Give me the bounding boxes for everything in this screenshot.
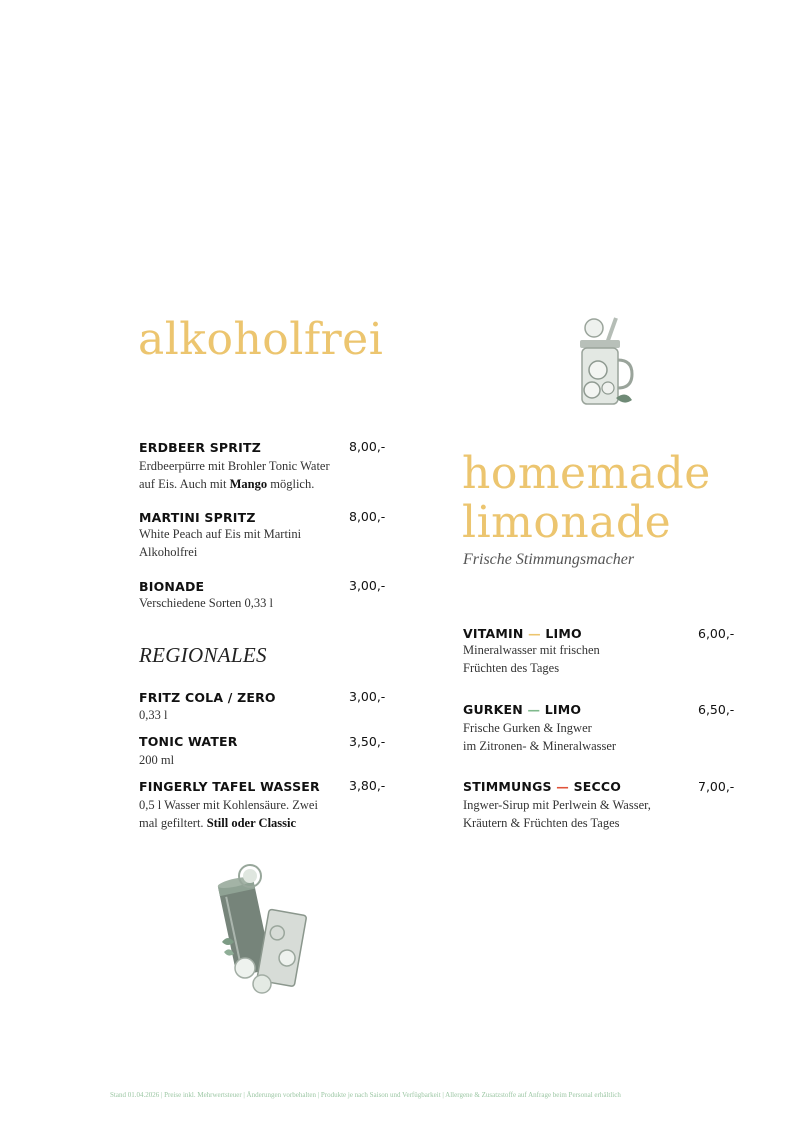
item-price-fingerly-wasser: 3,80,- <box>349 778 386 793</box>
name-part: STIMMUNGS <box>463 779 552 794</box>
item-price-martini-spritz: 8,00,- <box>349 509 386 524</box>
desc-line: White Peach auf Eis mit Martini <box>139 527 302 541</box>
desc-line: Kräutern & Früchten des Tages <box>463 816 620 830</box>
desc-line: Ingwer-Sirup mit Perlwein & Wasser, <box>463 798 651 812</box>
name-dash: — <box>527 702 541 717</box>
desc-text: auf Eis. Auch mit <box>139 477 230 491</box>
item-name-stimmungs-secco <box>463 779 621 794</box>
desc-line: 0,5 l Wasser mit Kohlensäure. Zwei <box>139 798 318 812</box>
desc-bold: Mango <box>229 477 268 491</box>
desc-text: mal gefiltert. <box>139 816 207 830</box>
desc-line <box>139 814 354 832</box>
name-part: VITAMIN <box>463 626 524 641</box>
item-price-erdbeer-spritz: 8,00,- <box>349 439 386 454</box>
item-desc-martini-spritz <box>139 525 354 561</box>
item-price-fritz-cola: 3,00,- <box>349 689 386 704</box>
item-name-fritz-cola: FRITZ COLA / ZERO <box>139 690 276 705</box>
section-title-limonade: limonade <box>462 497 672 548</box>
desc-text: möglich. <box>267 477 315 491</box>
section-title-regionales: REGIONALES <box>139 643 267 667</box>
desc-line: Mineralwasser mit frischen <box>463 643 600 657</box>
item-desc-fritz-cola: 0,33 l <box>139 708 168 722</box>
name-part: GURKEN <box>463 702 523 717</box>
item-desc-stimmungs-secco <box>463 796 651 832</box>
item-price-gurken-limo: 6,50,- <box>698 702 735 717</box>
item-price-tonic-water: 3,50,- <box>349 734 386 749</box>
gin-tonic-glasses-icon <box>212 862 312 997</box>
footer-note: Stand 01.04.2026 | Preise inkl. Mehrwertsteuer | Änderungen vorbehalten | Produkte je nach Saison und Verfügbarkeit | Allergene & Zusatzstoffe auf Anfrage beim Personal erhältlich <box>110 1091 621 1099</box>
item-desc-gurken-limo <box>463 719 616 755</box>
item-desc-fingerly-wasser <box>139 796 354 832</box>
desc-line: Alkoholfrei <box>139 545 198 559</box>
section-title-homemade: homemade <box>462 448 711 499</box>
desc-line: Früchten des Tages <box>463 661 560 675</box>
item-desc-vitamin-limo <box>463 641 600 677</box>
section-subtitle: Frische Stimmungsmacher <box>463 551 635 568</box>
item-desc-tonic-water: 200 ml <box>139 753 175 767</box>
item-price-bionade: 3,00,- <box>349 578 386 593</box>
item-name-gurken-limo <box>463 702 581 717</box>
item-name-martini-spritz: MARTINI SPRITZ <box>139 510 256 525</box>
item-name-tonic-water: TONIC WATER <box>139 734 238 749</box>
item-price-vitamin-limo: 6,00,- <box>698 626 735 641</box>
name-part: LIMO <box>545 626 582 641</box>
item-name-erdbeer-spritz: ERDBEER SPRITZ <box>139 440 261 455</box>
name-dash: — <box>556 779 569 794</box>
item-desc-erdbeer-spritz <box>139 457 354 493</box>
item-name-vitamin-limo <box>463 626 582 641</box>
desc-line: im Zitronen- & Mineralwasser <box>463 739 617 753</box>
desc-bold: Still oder Classic <box>206 816 297 830</box>
desc-line: Erdbeerpürre mit Brohler Tonic Water <box>139 459 330 473</box>
item-name-bionade: BIONADE <box>139 579 205 594</box>
name-part: SECCO <box>573 779 622 794</box>
item-desc-bionade: Verschiedene Sorten 0,33 l <box>139 596 273 610</box>
section-title-alkoholfrei: alkoholfrei <box>138 314 384 365</box>
name-part: LIMO <box>544 702 582 717</box>
item-name-fingerly-wasser: FINGERLY TAFEL WASSER <box>139 779 320 794</box>
mason-jar-lemonade-icon <box>572 316 636 412</box>
name-dash: — <box>528 626 541 641</box>
desc-line: Frische Gurken & Ingwer <box>463 721 592 735</box>
item-price-stimmungs-secco: 7,00,- <box>698 779 735 794</box>
desc-line <box>139 475 354 493</box>
